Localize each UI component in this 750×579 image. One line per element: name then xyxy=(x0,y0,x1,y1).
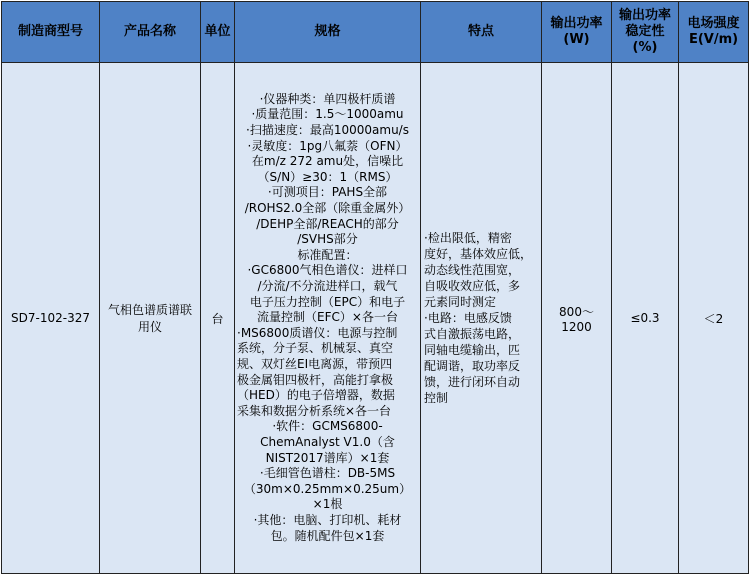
header-power: 输出功率(W) xyxy=(542,2,612,63)
header-features: 特点 xyxy=(421,2,542,63)
cell-stability: ≤0.3 xyxy=(612,63,679,574)
spec-line: 标准配置： xyxy=(297,247,358,262)
spec-line: ·质量范围：1.5～1000amu xyxy=(251,107,404,122)
spec-line: ·毛细管色谱柱：DB-5MS xyxy=(259,466,396,481)
spec-line: ·GC6800气相色谱仪：进样口 xyxy=(247,263,408,278)
feature-line: ·电路：电感反馈 xyxy=(424,311,512,325)
feature-line: ·检出限低，精密 xyxy=(424,231,512,245)
spec-line: /SVHS部分 xyxy=(297,232,358,247)
feature-line: 度好，基体效应低， xyxy=(424,247,533,261)
feature-line: 式自激振荡电路， xyxy=(424,327,521,341)
header-spec: 规格 xyxy=(235,2,421,63)
header-model: 制造商型号 xyxy=(2,2,100,63)
spec-line: （HED）的电子倍增器，数据 xyxy=(237,388,395,403)
header-stability: 输出功率稳定性(%) xyxy=(612,2,679,63)
spec-line: ·仪器种类：单四极杆质谱 xyxy=(259,91,396,106)
spec-line: ·灵敏度：1pg八氟萘（OFN） xyxy=(247,138,408,153)
spec-line: /DEHP全部/REACH的部分 xyxy=(256,216,399,231)
spec-line: /ROHS2.0全部（除重金属外） xyxy=(244,201,411,216)
header-field: 电场强度E(V/m) xyxy=(679,2,749,63)
header-unit: 单位 xyxy=(201,2,235,63)
feature-line: 同轴电缆输出，匹 xyxy=(424,343,521,357)
cell-power: 800～1200 xyxy=(542,63,612,574)
feature-line: 元素同时测定 xyxy=(424,295,497,309)
spec-line: 包。随机配件包×1套 xyxy=(270,528,385,543)
header-name: 产品名称 xyxy=(100,2,201,63)
spec-line: 采集和数据分析系统×各一台 xyxy=(237,403,392,418)
cell-name: 气相色谱质谱联用仪 xyxy=(100,63,201,574)
table-row xyxy=(2,63,749,574)
spec-line: ChemAnalyst V1.0（含 xyxy=(260,434,395,449)
spec-line: ·软件：GCMS6800- xyxy=(272,419,383,434)
spec-line: ·可测项目：PAHS全部 xyxy=(267,185,388,200)
spec-line: （30m×0.25mm×0.25um） xyxy=(243,481,412,496)
spec-line: NIST2017谱库）×1套 xyxy=(265,450,390,465)
spec-line: ·其他：电脑、打印机、耗材 xyxy=(253,512,402,527)
spec-line: 规、双灯丝EI电离源，带预四 xyxy=(237,356,393,371)
spec-line: 系统，分子泵、机械泵、真空 xyxy=(237,341,394,356)
spec-line: （S/N）≥30：1（RMS） xyxy=(257,169,398,184)
feature-line: 控制 xyxy=(424,391,449,405)
cell-features xyxy=(421,63,542,574)
feature-line: 动态线性范围宽， xyxy=(424,263,521,277)
cell-field: ＜2 xyxy=(679,63,749,574)
cell-spec xyxy=(235,63,421,574)
header-row xyxy=(2,2,749,63)
spec-line: 极金属钼四极杆，高能打拿极 xyxy=(237,372,394,387)
feature-line: 馈，进行闭环自动 xyxy=(424,375,521,389)
spec-line: ×1根 xyxy=(312,497,343,512)
spec-line: 在m/z 272 amu处，信噪比 xyxy=(251,154,404,169)
spec-line: 流量控制（EFC）×各一台 xyxy=(257,310,398,325)
feature-line: 自吸收效应低，多 xyxy=(424,279,521,293)
spec-line: ·扫描速度：最高10000amu/s xyxy=(246,123,409,138)
feature-line: 配调谐，取功率反 xyxy=(424,359,521,373)
cell-unit: 台 xyxy=(201,63,235,574)
spec-line: ·MS6800质谱仪：电源与控制 xyxy=(237,325,398,340)
cell-model: SD7-102-327 xyxy=(2,63,100,574)
product-spec-table xyxy=(1,1,749,574)
spec-line: /分流/不分流进样口，载气 xyxy=(257,279,398,294)
spec-line: 电子压力控制（EPC）和电子 xyxy=(249,294,406,309)
